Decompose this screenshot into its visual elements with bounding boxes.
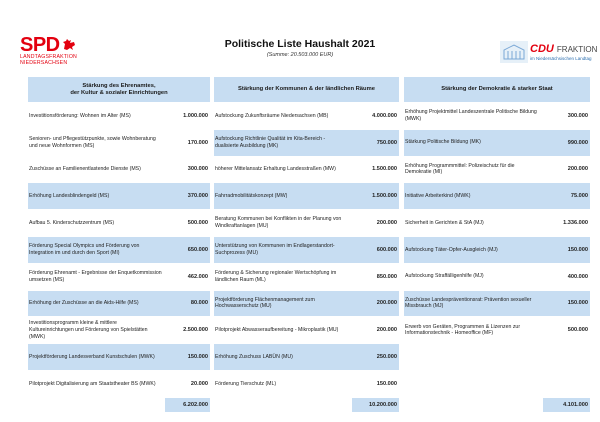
budget-item-value: 200.000 (567, 166, 588, 173)
budget-row (28, 264, 210, 290)
budget-item-value: 750.000 (352, 130, 399, 156)
budget-item-value: 650.000 (165, 237, 210, 263)
budget-item-value: 2.500.000 (183, 327, 208, 334)
cdu-logo-sub: im Niedersächsischen Landtag (530, 56, 592, 61)
budget-item-label: Erhöhung Zuschuss LABÜN (MU) (214, 344, 352, 370)
spd-logo-mark: SPD (20, 34, 60, 56)
budget-item-value: 1.500.000 (372, 166, 397, 173)
budget-row (214, 371, 399, 397)
budget-item-value: 850.000 (376, 273, 397, 280)
column-total: 6.202.000 (165, 398, 210, 412)
cdu-logo-mark: CDU (530, 43, 554, 55)
budget-row (404, 183, 590, 209)
budget-item-value: 4.000.000 (372, 112, 397, 119)
budget-row (214, 344, 399, 370)
column-ehrenamt (28, 77, 210, 412)
budget-row (28, 210, 210, 236)
budget-item-label: Zuschüsse Landespräventionsrat: Prävention sexueller Missbrauch (MJ) (404, 291, 543, 317)
budget-item-value: 300.000 (187, 166, 208, 173)
budget-item-label: Zuschüsse an Familienentlastende Dienste (MS) (29, 166, 141, 173)
budget-row (28, 157, 210, 183)
budget-item-label: Beratung Kommunen bei Konflikten in der Planung von Windkraftanlagen (MU) (215, 216, 342, 230)
budget-row (28, 317, 210, 343)
budget-item-label: Förderung Ehrenamt - Ergebnisse der Enquetkommission umsetzen (MS) (29, 270, 162, 283)
budget-item-label: Pilotprojekt Abwasseraufbereitung - Mikroplastik (MU) (215, 326, 339, 333)
budget-row (404, 237, 590, 263)
budget-item-label: Investitionsprogramm kleine & mittlere Kultureinrichtungen und Förderung von Spielstätten (MWK) (29, 320, 148, 340)
budget-item-label: Unterstützung von Kommunen im Endlagerstandort-Suchprozess (MU) (214, 237, 352, 263)
budget-item-value: 1.500.000 (352, 183, 399, 209)
budget-item-label: Erhöhung der Zuschüsse an die Aids-Hilfe (MS) (28, 291, 165, 317)
budget-item-value: 200.000 (376, 327, 397, 334)
budget-item-label: Fahrradmobilitätskonzept (MW) (214, 183, 352, 209)
budget-item-label: Förderung & Sicherung regionaler Wertschöpfung im ländlichen Raum (ML) (215, 270, 337, 283)
total-sum: (Summe: 20.503.000 EUR) (266, 52, 334, 58)
budget-item-value: 150.000 (165, 344, 210, 370)
budget-row (214, 130, 399, 156)
budget-item-label: Erwerb von Geräten, Programmen & Lizenzen zur Informationstechnik - Homeoffice (MF) (405, 323, 521, 337)
page-title: Politische Liste Haushalt 2021 (224, 38, 376, 50)
budget-item-label: Senioren- und Pflegestützpunkte, sowie Wohnberatung und neue Wohnformen (MS) (29, 136, 156, 149)
budget-item-label: Erhöhung Projektmittel Landeszentrale Politische Bildung (MWK) (405, 109, 537, 122)
budget-item-label: Aufbau 5. Kinderschutzzentrum (MS) (29, 219, 115, 226)
budget-row (28, 237, 210, 263)
column-demokratie (404, 77, 590, 412)
budget-item-label: Investitionsförderung: Wohnen im Alter (MS) (29, 112, 131, 119)
column-header: Stärkung der Kommunen & der ländlichen Räume (214, 77, 399, 102)
budget-row (404, 210, 590, 236)
column-total-row (214, 398, 399, 412)
column-total: 4.101.000 (543, 398, 590, 412)
column-header: Stärkung der Demokratie & starker Staat (404, 77, 590, 102)
budget-row (214, 291, 399, 317)
budget-row (404, 130, 590, 156)
budget-row (28, 103, 210, 129)
budget-row (28, 344, 210, 370)
budget-item-value: 600.000 (352, 237, 399, 263)
budget-item-label: Projektförderung Flächenmanagement zum Hochwasserschutz (MU) (214, 291, 352, 317)
budget-item-label: Stärkung Politische Bildung (MK) (404, 130, 543, 156)
budget-item-label: Erhöhung Landesblindengeld (MS) (28, 183, 165, 209)
budget-row (404, 291, 590, 317)
budget-item-value: 1.000.000 (183, 112, 208, 119)
column-total: 10.200.000 (352, 398, 399, 412)
budget-row (214, 210, 399, 236)
budget-item-value: 990.000 (543, 130, 590, 156)
budget-item-label: Projektförderung Landesverband Kunstschulen (MWK) (28, 344, 165, 370)
column-kommunen (214, 77, 399, 412)
budget-item-label: Aufstockung Täter-Opfer-Ausgleich (MJ) (404, 237, 543, 263)
page-header (0, 0, 600, 72)
budget-item-label: Förderung Special Olympics und Förderung von Integration im und durch den Sport (MI) (28, 237, 165, 263)
budget-item-value: 20.000 (190, 380, 208, 387)
budget-row (404, 264, 590, 290)
column-total-row (28, 398, 210, 412)
spd-logo-line2: NIEDERSACHSEN (20, 60, 68, 66)
budget-item-value: 150.000 (543, 237, 590, 263)
budget-row (28, 183, 210, 209)
budget-row (214, 103, 399, 129)
parliament-icon (500, 41, 528, 68)
budget-item-value: 170.000 (187, 139, 208, 146)
budget-item-value: 80.000 (165, 291, 210, 317)
budget-row (28, 371, 210, 397)
budget-item-label: Aufstockung Straffälligenhilfe (MJ) (405, 273, 484, 280)
budget-item-value: 1.336.000 (563, 220, 588, 227)
spd-logo-line1: LANDTAGSFRAKTION (20, 54, 78, 60)
budget-item-value: 500.000 (567, 327, 588, 334)
budget-item-value: 200.000 (376, 220, 397, 227)
budget-row (404, 157, 590, 183)
budget-item-label: Sicherheit in Gerichten & StA (MJ) (405, 219, 484, 226)
budget-row (214, 317, 399, 343)
budget-item-label: Initiative Arbeiterkind (MWK) (404, 183, 543, 209)
budget-row (404, 103, 590, 129)
budget-item-label: Aufstockung Zukunftsräume Niedersachsen (MB) (215, 112, 329, 119)
budget-item-value: 462.000 (187, 273, 208, 280)
budget-item-value: 300.000 (567, 112, 588, 119)
budget-item-label: Förderung Tierschutz (ML) (215, 380, 277, 387)
column-total-row (404, 398, 590, 412)
budget-row (214, 264, 399, 290)
budget-item-label: höherer Mittelansatz Erhaltung Landesstraßen (MW) (215, 166, 336, 173)
cdu-logo-suffix: FRAKTION (556, 45, 598, 54)
cdu-logo (500, 39, 598, 67)
budget-item-label: Aufstockung Richtlinie Qualität im Kita-Bereich - dualisierte Ausbildung (MK) (214, 130, 352, 156)
budget-item-value: 400.000 (567, 273, 588, 280)
budget-item-label: Pilotprojekt Digitalisierung am Staatstheater BS (MWK) (29, 380, 156, 387)
budget-row (214, 237, 399, 263)
budget-row (404, 317, 590, 343)
budget-item-value: 200.000 (352, 291, 399, 317)
budget-item-value: 250.000 (352, 344, 399, 370)
column-header: Stärkung des Ehrenamtes, der Kultur & sozialer Einrichtungen (28, 77, 210, 102)
budget-item-value: 75.000 (543, 183, 590, 209)
budget-item-value: 500.000 (187, 220, 208, 227)
budget-row (28, 130, 210, 156)
budget-item-value: 370.000 (165, 183, 210, 209)
budget-row (214, 183, 399, 209)
budget-item-value: 150.000 (543, 291, 590, 317)
budget-item-label: Erhöhung Programmmittel: Polizeischutz für die Demokratie (MI) (405, 162, 515, 176)
budget-row (214, 157, 399, 183)
budget-row (28, 291, 210, 317)
budget-item-value: 150.000 (376, 380, 397, 387)
